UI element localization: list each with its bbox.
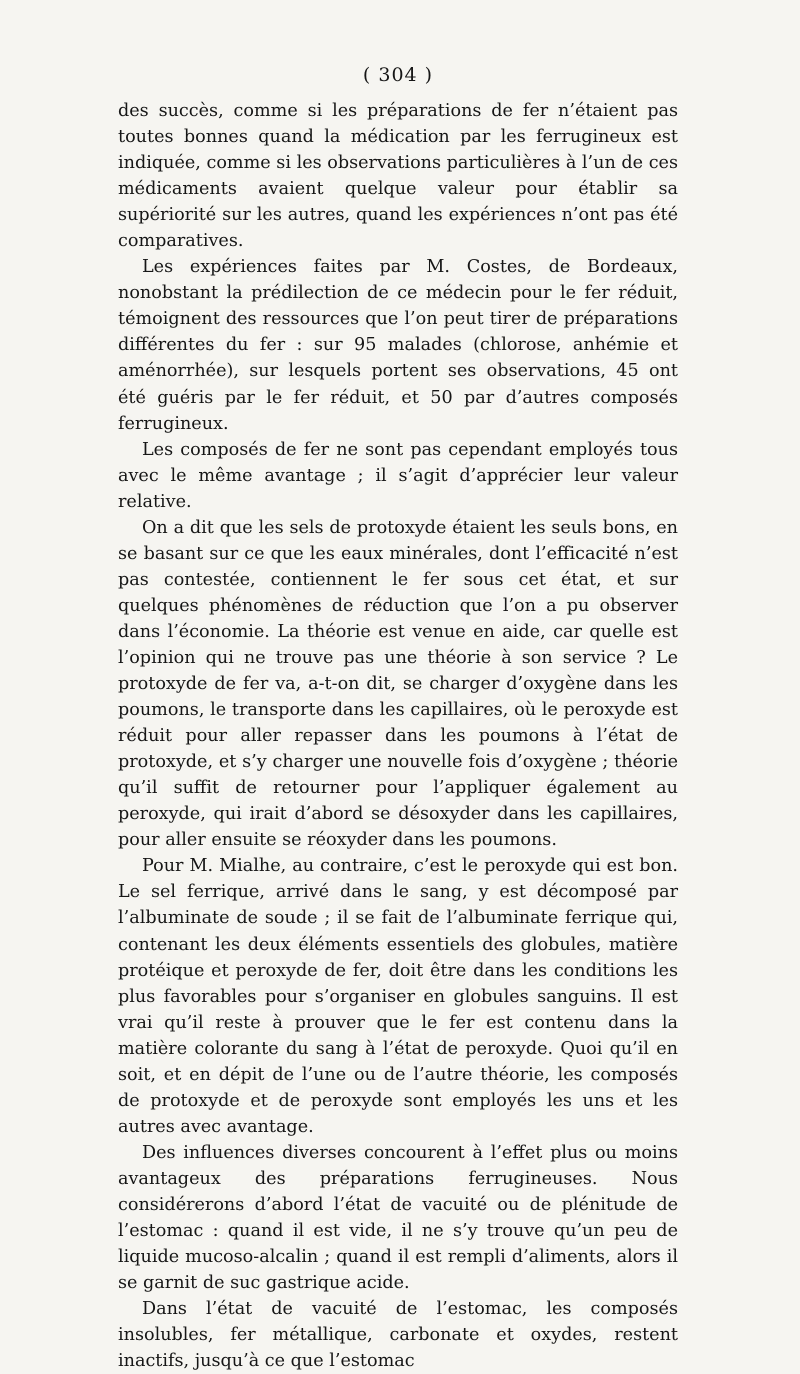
paragraph-3: Les composés de fer ne sont pas cependant employés tous avec le même avantage ; il s’agit d’apprécier leur valeur relative. — [118, 439, 678, 512]
paragraph-6: Des influences diverses concourent à l’effet plus ou moins avantageux des préparations ferrugineuses. Nous considérerons d’abord l’état de vacuité ou de plénitude de l’estomac : quand il est vide, il ne s’y trouve qu’un peu de liquide mucoso-alcalin ; quand il est rempli d’aliments, alors il se garnit de suc gastrique acide. — [118, 1142, 678, 1294]
paragraph-2: Les expériences faites par M. Costes, de Bordeaux, nonobstant la prédilection de ce médecin pour le fer réduit, témoignent des ressources que l’on peut tirer de préparations différentes du fer : sur 95 malades (chlorose, anhémie et aménorrhée), sur lesquels portent ses observations, 45 ont été guéris par le fer réduit, et 50 par d’autres composés ferrugineux. — [118, 257, 678, 434]
paragraph-4: On a dit que les sels de protoxyde étaient les seuls bons, en se basant sur ce que les eaux minérales, dont l’efficacité n’est pas contestée, contiennent le fer sous cet état, et sur quelques phénomènes de réduction que l’on a pu observer dans l’économie. La théorie est venue en aide, car quelle est l’opinion qui ne trouve pas une théorie à son service ? Le protoxyde de fer va, a-t-on dit, se charger d’oxygène dans les poumons, le transporte dans les capillaires, où le peroxyde est réduit pour aller repasser dans les poumons à l’état de protoxyde, et s’y charger une nouvelle fois d’oxygène ; théorie qu’il suffit de retourner pour l’appliquer également au peroxyde, qui irait d’abord se désoxyder dans les capillaires, pour aller ensuite se réoxyder dans les poumons. — [118, 517, 678, 851]
paragraph-5: Pour M. Mialhe, au contraire, c’est le peroxyde qui est bon. Le sel ferrique, arrivé dans le sang, y est décomposé par l’albuminate de soude ; il se fait de l’albuminate ferrique qui, contenant les deux éléments essentiels des globules, matière protéique et peroxyde de fer, doit être dans les conditions les plus favorables pour s’organiser en globules sanguins. Il est vrai qu’il reste à prouver que le fer est contenu dans la matière colorante du sang à l’état de peroxyde. Quoi qu’il en soit, et en dépit de l’une ou de l’autre théorie, les composés de protoxyde et de peroxyde sont employés les uns et les autres avec avantage. — [118, 856, 678, 1137]
paragraph-7: Dans l’état de vacuité de l’estomac, les composés insolubles, fer métallique, carbonate et oxydes, restent inactifs, jusqu’à ce que l’estomac — [118, 1299, 678, 1372]
body-text — [118, 98, 678, 1374]
page-number: ( 304 ) — [362, 64, 434, 86]
paragraph-1: des succès, comme si les préparations de fer n’étaient pas toutes bonnes quand la médication par les ferrugineux est indiquée, comme si les observations particulières à l’un de ces médicaments avaient quelque valeur pour établir sa supériorité sur les autres, quand les expériences n’ont pas été comparatives. — [118, 101, 678, 252]
